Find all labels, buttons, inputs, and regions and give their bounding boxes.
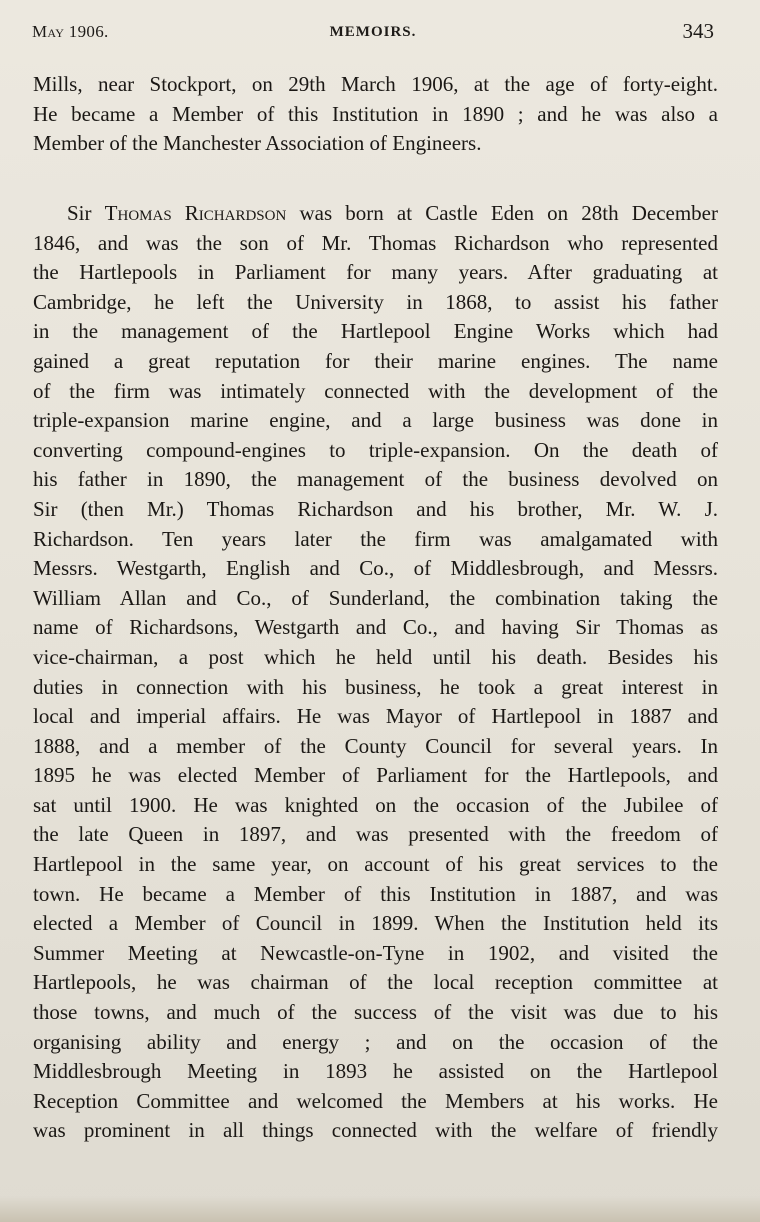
text-line-first bbox=[33, 199, 718, 229]
text-line: Member of the Manchester Association of Engineers. bbox=[33, 131, 482, 156]
memoir-thomas-richardson bbox=[33, 199, 718, 1146]
text-line: triple-expansion marine engine, and a large business was done in bbox=[33, 408, 718, 433]
text-line: of the firm was intimately connected with the development of the bbox=[33, 378, 718, 403]
text-line: Hartlepool in the same year, on account of his great services to the bbox=[33, 852, 718, 877]
text-line: his father in 1890, the management of the business devolved on bbox=[33, 467, 718, 492]
text-line: He became a Member of this Institution in 1890 ; and he was also a bbox=[33, 101, 718, 126]
text-line: 1888, and a member of the County Council for several years. In bbox=[33, 733, 718, 758]
text-line: organising ability and energy ; and on the occasion of the bbox=[33, 1029, 718, 1054]
text-line: town. He became a Member of this Institution in 1887, and was bbox=[33, 881, 718, 906]
subject-name: Thomas Richardson bbox=[104, 201, 287, 225]
text-line: was prominent in all things connected with the welfare of friendly bbox=[33, 1118, 718, 1143]
text-line: Summer Meeting at Newcastle-on-Tyne in 1902, and visited the bbox=[33, 940, 718, 965]
text-line: gained a great reputation for their marine engines. The name bbox=[33, 348, 718, 373]
text-line: William Allan and Co., of Sunderland, the combination taking the bbox=[33, 585, 718, 610]
text-line: those towns, and much of the success of the visit was due to his bbox=[33, 1000, 718, 1025]
running-head bbox=[32, 18, 714, 46]
text-line: vice-chairman, a post which he held until his death. Besides his bbox=[33, 644, 718, 669]
text-line: 1895 he was elected Member of Parliament for the Hartlepools, and bbox=[33, 763, 718, 788]
text-line: Middlesbrough Meeting in 1893 he assisted on the Hartlepool bbox=[33, 1059, 718, 1084]
header-date: May 1906. bbox=[32, 22, 109, 41]
text-line: sat until 1900. He was knighted on the occasion of the Jubilee of bbox=[33, 792, 718, 817]
text-line: the Hartlepools in Parliament for many years. After graduating at bbox=[33, 260, 718, 285]
header-section-title: MEMOIRS. bbox=[329, 24, 417, 40]
text-line: Reception Committee and welcomed the Members at his works. He bbox=[33, 1088, 718, 1113]
text-line: converting compound-engines to triple-expansion. On the death of bbox=[33, 437, 718, 462]
text-line: 1846, and was the son of Mr. Thomas Richardson who represented bbox=[33, 230, 718, 255]
text-line: in the management of the Hartlepool Engine Works which had bbox=[33, 319, 718, 344]
text-line: name of Richardsons, Westgarth and Co., and having Sir Thomas as bbox=[33, 615, 718, 640]
first-line-rest: was born at Castle Eden on 28th December bbox=[286, 201, 718, 225]
text-line: Cambridge, he left the University in 1868, to assist his father bbox=[33, 289, 718, 314]
title-prefix: Sir bbox=[67, 201, 105, 225]
text-line: elected a Member of Council in 1899. When the Institution held its bbox=[33, 911, 718, 936]
text-line: local and imperial affairs. He was Mayor of Hartlepool in 1887 and bbox=[33, 704, 718, 729]
paragraph-continuation bbox=[33, 70, 718, 159]
text-line: the late Queen in 1897, and was presented with the freedom of bbox=[33, 822, 718, 847]
text-line: Richardson. Ten years later the firm was amalgamated with bbox=[33, 526, 718, 551]
text-line: Messrs. Westgarth, English and Co., of Middlesbrough, and Messrs. bbox=[33, 556, 718, 581]
text-line: Sir (then Mr.) Thomas Richardson and his brother, Mr. W. J. bbox=[33, 496, 718, 521]
text-line: Hartlepools, he was chairman of the local reception committee at bbox=[33, 970, 718, 995]
text-line: duties in connection with his business, he took a great interest in bbox=[33, 674, 718, 699]
page-number: 343 bbox=[682, 19, 714, 43]
text-line: Mills, near Stockport, on 29th March 1906, at the age of forty-eight. bbox=[33, 72, 718, 96]
